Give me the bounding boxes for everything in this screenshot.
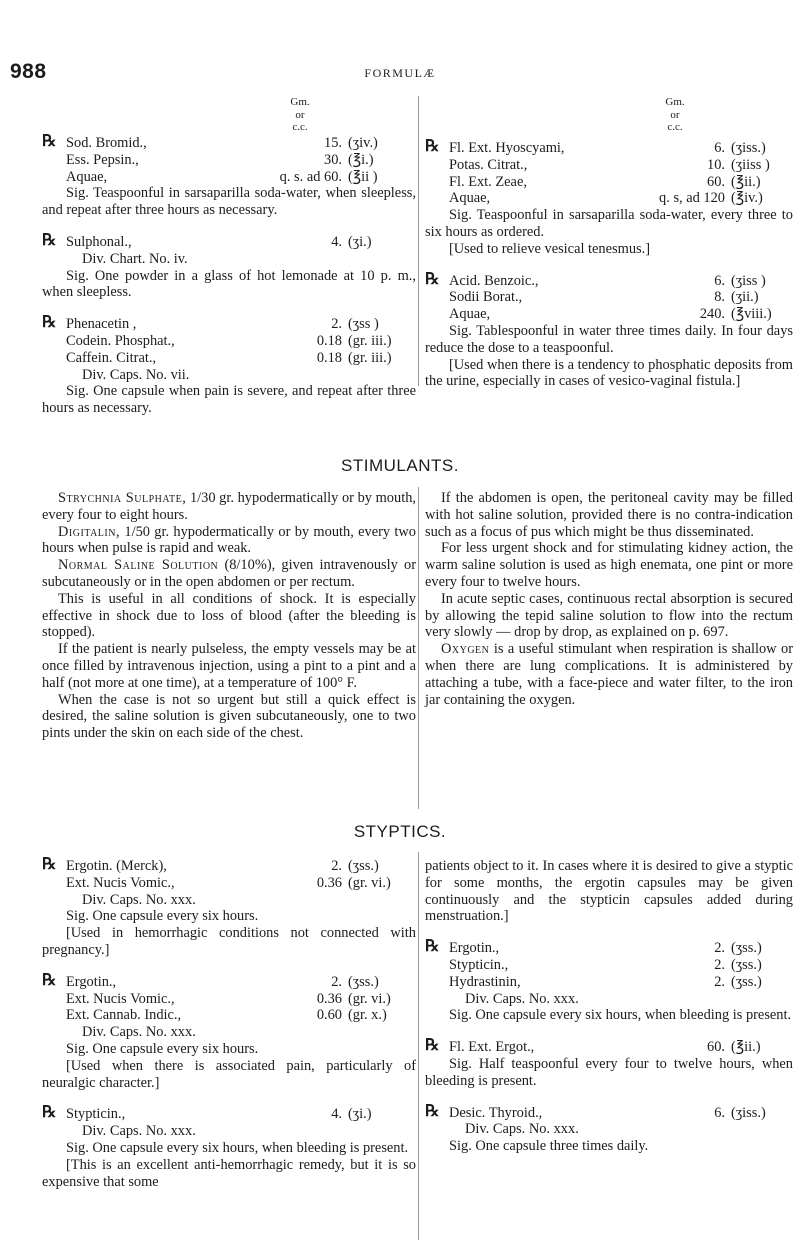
- ingredient-name: Hydrastinin,: [449, 973, 521, 990]
- ingredient-quantity: 10.: [707, 156, 725, 173]
- running-head: FORMULÆ: [364, 66, 436, 80]
- ingredient-name: Fl. Ext. Hyoscyami,: [449, 140, 565, 156]
- ingredient-name: Potas. Citrat.,: [449, 156, 528, 173]
- body-paragraph: When the case is not so urgent but still a quick effect is desired, the saline solution is given subcutaneously, one to two pints under the skin on each side of the chest.: [42, 691, 416, 742]
- prescription: [425, 1102, 793, 1155]
- signature-directions: Sig. Teaspoonful in sarsaparilla soda-water, when sleepless, and repeat after three hours as necessary.: [42, 185, 416, 219]
- page-number: 988: [10, 60, 47, 83]
- unit-header-left: [280, 96, 320, 134]
- ingredient-name: Fl. Ext. Zeae,: [449, 173, 527, 190]
- rx-symbol: ℞: [42, 1104, 57, 1122]
- prescription: [425, 270, 793, 391]
- apothecary-quantity: (gr. vi.): [348, 874, 391, 891]
- ingredient-line: [425, 1039, 793, 1056]
- usage-note: [Used in hemorrhagic conditions not connected with pregnancy.]: [42, 925, 416, 958]
- ingredient-line: [42, 875, 416, 892]
- ingredient-quantity: q. s. ad 60.: [279, 168, 342, 185]
- usage-note: [Used when there is a tendency to phosphatic deposits from the urine, especially in cases of vesico-vaginal fistula.]: [425, 356, 793, 390]
- ingredient-name: Stypticin.,: [66, 1106, 126, 1123]
- signature-directions: Sig. One capsule every six hours.: [66, 1040, 259, 1057]
- ingredient-name: Aquae,: [66, 168, 108, 185]
- signature-directions: Sig. One capsule every six hours, when bleeding is present.: [449, 1007, 792, 1024]
- apothecary-quantity: (gr. x.): [348, 1007, 387, 1024]
- section-heading-stimulants: STIMULANTS.: [341, 456, 459, 475]
- ingredient-quantity: 0.18: [316, 349, 342, 366]
- apothecary-quantity: (℥ii.): [731, 173, 761, 190]
- ingredient-line: [42, 231, 416, 251]
- rx-symbol: ℞: [425, 138, 440, 155]
- apothecary-quantity: (ʒss.): [731, 956, 762, 973]
- column-rule: [418, 487, 419, 809]
- unit-header-line: Gm.: [290, 96, 310, 108]
- ingredient-name: Desic. Thyroid.,: [449, 1104, 543, 1121]
- apothecary-quantity: (ʒi.): [348, 233, 372, 250]
- ingredient-quantity: 0.60: [316, 1007, 342, 1024]
- prescription: [42, 231, 416, 301]
- apothecary-quantity: (℥ii ): [348, 168, 378, 185]
- saline-paragraph: [42, 557, 416, 591]
- prescription: [42, 135, 416, 219]
- ingredient-quantity: q. s, ad 120: [659, 190, 725, 207]
- drug-term: Oxygen: [441, 641, 490, 658]
- body-paragraph: For less urgent shock and for stimulating kidney action, the warm saline solution is used as high enemata, one pint or more every four to twelve hours.: [425, 540, 793, 590]
- ingredient-quantity: 60.: [707, 1039, 725, 1056]
- ingredient-quantity: 2.: [714, 973, 725, 990]
- ingredient-name: Ergotin.,: [66, 973, 117, 990]
- ingredient-line: [425, 940, 793, 957]
- prescription: [425, 1039, 793, 1089]
- apothecary-quantity: (℥iv.): [731, 190, 763, 207]
- ingredient-name: Sodii Borat.,: [449, 289, 523, 306]
- ingredient-line: [425, 974, 793, 991]
- rx-symbol: ℞: [425, 938, 440, 956]
- ingredient-name: Ergotin. (Merck),: [66, 858, 167, 874]
- apothecary-quantity: (ʒiss ): [731, 272, 766, 289]
- ingredient-quantity: 8.: [714, 289, 725, 306]
- ingredient-quantity: 0.36: [316, 990, 342, 1007]
- stimulants-left-column: [42, 490, 416, 742]
- apothecary-quantity: (ʒiss.): [731, 1104, 766, 1121]
- ingredient-line: [42, 350, 416, 367]
- ingredient-line: [42, 169, 416, 186]
- ingredient-quantity: 6.: [714, 272, 725, 289]
- continued-note: [425, 858, 793, 925]
- rx-symbol: ℞: [42, 856, 57, 873]
- ingredient-quantity: 0.18: [316, 332, 342, 349]
- rx-symbol: ℞: [42, 314, 57, 332]
- unit-header-line: Gm.: [665, 96, 685, 108]
- apothecary-quantity: (ʒss.): [731, 940, 762, 957]
- prescription: [42, 858, 416, 959]
- ingredient-name: Aquae,: [449, 306, 491, 323]
- rx-symbol: ℞: [42, 231, 57, 249]
- apothecary-quantity: (℥i.): [348, 151, 374, 168]
- apothecary-quantity: (gr. iii.): [348, 332, 392, 349]
- digitalin-paragraph: [42, 524, 416, 558]
- ingredient-quantity: 2.: [714, 956, 725, 973]
- ingredient-name: Codein. Phosphat.,: [66, 332, 175, 349]
- ingredient-line: [42, 333, 416, 350]
- ingredient-quantity: 60.: [707, 173, 725, 190]
- ingredient-line: [425, 957, 793, 974]
- ingredient-name: Aquae,: [449, 190, 491, 207]
- ingredient-line: [42, 991, 416, 1008]
- apothecary-quantity: (ʒss.): [348, 973, 379, 990]
- ingredient-name: Ext. Nucis Vomic.,: [66, 990, 175, 1007]
- apothecary-quantity: (gr. iii.): [348, 349, 392, 366]
- signature-directions: Sig. One capsule every six hours.: [66, 908, 259, 925]
- apothecary-quantity: (℥viii.): [731, 306, 772, 323]
- rx-symbol: ℞: [42, 971, 57, 989]
- prescription: [425, 940, 793, 1024]
- signature-directions: Sig. Tablespoonful in water three times daily. In four days reduce the dose to a teaspoonful.: [425, 322, 793, 356]
- ingredient-name: Acid. Benzoic.,: [449, 272, 539, 289]
- paragraph-text: is a useful stimulant when respiration is shallow or when there are lung complications. It is administered by attaching a tube, with a face-piece and water filter, to the iron jar containing the oxygen.: [425, 641, 793, 708]
- strychnia-paragraph: [42, 490, 416, 524]
- ingredient-name: Ess. Pepsin.,: [66, 151, 139, 168]
- ingredient-quantity: 0.36: [316, 874, 342, 891]
- ingredient-name: Ext. Cannab. Indic.,: [66, 1007, 182, 1024]
- body-paragraph: If the abdomen is open, the peritoneal cavity may be filled with hot saline solution, provided there is no contra-indication such as a focus of pus which might be thus disseminated.: [425, 490, 793, 540]
- ingredient-name: Fl. Ext. Ergot.,: [449, 1039, 535, 1056]
- drug-term: Digitalin,: [58, 523, 121, 540]
- apothecary-quantity: (ʒiss.): [731, 140, 766, 156]
- rx-symbol: ℞: [425, 270, 440, 288]
- unit-header-line: c.c.: [667, 121, 683, 134]
- ingredient-line: [425, 174, 793, 191]
- rx-symbol: ℞: [425, 1102, 440, 1120]
- drug-term: Normal Saline Solution: [58, 557, 219, 574]
- formulae-right-column: [425, 140, 793, 405]
- usage-note: [Used when there is associated pain, particularly of neuralgic character.]: [42, 1057, 416, 1091]
- ingredient-line: [42, 1007, 416, 1024]
- apothecary-quantity: (ʒiiss ): [731, 156, 770, 173]
- apothecary-quantity: (ʒss.): [731, 973, 762, 990]
- unit-header-line: or: [295, 108, 305, 121]
- paragraph-text: 1/50 gr. hypodermatically or by mouth, every two hours when pulse is rapid and weak.: [42, 523, 416, 557]
- unit-header-line: c.c.: [292, 121, 308, 134]
- ingredient-line: [425, 140, 793, 157]
- dispense-instruction: Div. Caps. No. xxx.: [465, 990, 579, 1007]
- prescription: [42, 971, 416, 1092]
- ingredient-quantity: 4.: [331, 233, 342, 250]
- ingredient-quantity: 2.: [331, 316, 342, 333]
- body-paragraph: In acute septic cases, continuous rectal absorption is secured by allowing the tepid saline solution to flow into the rectum very slowly — drop by drop, as explained on p. 697.: [425, 590, 793, 641]
- ingredient-quantity: 30.: [324, 151, 342, 168]
- formulae-left-column: [42, 135, 416, 432]
- dispense-instruction: Div. Caps. No. xxx.: [465, 1121, 579, 1138]
- ingredient-quantity: 2.: [331, 973, 342, 990]
- ingredient-name: Ergotin.,: [449, 940, 500, 957]
- apothecary-quantity: (ʒi.): [348, 1106, 372, 1123]
- body-paragraph: If the patient is nearly pulseless, the empty vessels may be at once filled by intravenous injection, using a pint to a pint and a half (not more at one time), at a temperature of 100° F.: [42, 641, 416, 691]
- ingredient-line: [42, 152, 416, 169]
- ingredient-line: [42, 135, 416, 152]
- usage-note-continued: patients object to it. In cases where it is desired to give a styptic for some months, the ergotin capsules may be given continuously and the stypticin capsules added during menstruation.]: [425, 858, 793, 925]
- ingredient-quantity: 2.: [331, 858, 342, 874]
- ingredient-line: [425, 306, 793, 323]
- ingredient-name: Ext. Nucis Vomic.,: [66, 874, 175, 891]
- apothecary-quantity: (ʒss ): [348, 316, 379, 333]
- drug-term: Strychnia Sulphate,: [58, 490, 187, 506]
- prescription: [42, 1106, 416, 1190]
- ingredient-name: Caffein. Citrat.,: [66, 349, 157, 366]
- ingredient-line: [42, 1106, 416, 1123]
- signature-directions: Sig. One capsule when pain is severe, and repeat after three hours as necessary.: [42, 383, 416, 417]
- apothecary-quantity: (gr. vi.): [348, 990, 391, 1007]
- signature-directions: Sig. One capsule every six hours, when bleeding is present.: [66, 1139, 409, 1156]
- apothecary-quantity: (ʒss.): [348, 858, 379, 874]
- apothecary-quantity: (ʒiv.): [348, 135, 378, 151]
- rx-symbol: ℞: [425, 1037, 440, 1055]
- ingredient-line: [42, 316, 416, 333]
- oxygen-paragraph: [425, 641, 793, 708]
- paragraph-text: 1/30 gr. hypodermatically or by mouth, every four to eight hours.: [42, 490, 416, 523]
- dispense-instruction: Div. Chart. No. iv.: [82, 250, 188, 267]
- stimulants-right-column: [425, 490, 793, 708]
- unit-header-right: [655, 96, 695, 134]
- dispense-instruction: Div. Caps. No. xxx.: [82, 1123, 196, 1140]
- column-rule: [418, 96, 419, 386]
- signature-directions: Sig. One powder in a glass of hot lemonade at 10 p. m., when sleepless.: [42, 267, 416, 301]
- ingredient-line: [425, 270, 793, 290]
- apothecary-quantity: (ʒii.): [731, 289, 759, 306]
- ingredient-quantity: 240.: [699, 306, 725, 323]
- ingredient-quantity: 6.: [714, 1104, 725, 1121]
- ingredient-line: [425, 157, 793, 174]
- ingredient-quantity: 15.: [324, 135, 342, 151]
- usage-note: [Used to relieve vesical tenesmus.]: [449, 240, 650, 257]
- apothecary-quantity: (℥ii.): [731, 1039, 761, 1056]
- ingredient-line: [425, 289, 793, 306]
- ingredient-quantity: 2.: [714, 940, 725, 957]
- usage-note: [This is an excellent anti-hemorrhagic remedy, but it is so expensive that some: [42, 1156, 416, 1190]
- ingredient-line: [42, 858, 416, 875]
- styptics-left-column: [42, 858, 416, 1205]
- rx-symbol: ℞: [42, 133, 57, 150]
- signature-directions: Sig. One capsule three times daily.: [449, 1138, 649, 1155]
- dispense-instruction: Div. Caps. No. xxx.: [82, 1024, 196, 1041]
- section-heading-styptics: STYPTICS.: [353, 822, 447, 841]
- ingredient-name: Sulphonal.,: [66, 233, 132, 250]
- prescription: [425, 140, 793, 258]
- paragraph-text: (8/10%), given intravenously or subcutaneously or in the open abdomen or per rectum.: [42, 557, 416, 590]
- ingredient-line: [425, 190, 793, 207]
- signature-directions: Sig. Teaspoonful in sarsaparilla soda-water, every three to six hours as ordered.: [425, 207, 793, 240]
- unit-header-line: or: [670, 108, 680, 121]
- styptics-right-column: [425, 858, 793, 1170]
- ingredient-name: Stypticin.,: [449, 956, 509, 973]
- ingredient-name: Sod. Bromid.,: [66, 135, 147, 151]
- column-rule: [418, 852, 419, 1240]
- body-paragraph: This is useful in all conditions of shock. It is especially effective in shock due to loss of blood (after the bleeding is stopped).: [42, 590, 416, 641]
- dispense-instruction: Div. Caps. No. xxx.: [82, 891, 196, 908]
- dispense-instruction: Div. Caps. No. vii.: [82, 366, 190, 383]
- ingredient-quantity: 6.: [714, 140, 725, 156]
- signature-directions: Sig. Half teaspoonful every four to twelve hours, when bleeding is present.: [425, 1055, 793, 1089]
- prescription: [42, 316, 416, 417]
- ingredient-quantity: 4.: [331, 1106, 342, 1123]
- ingredient-name: Phenacetin ,: [66, 316, 137, 333]
- ingredient-line: [425, 1102, 793, 1122]
- ingredient-line: [42, 971, 416, 991]
